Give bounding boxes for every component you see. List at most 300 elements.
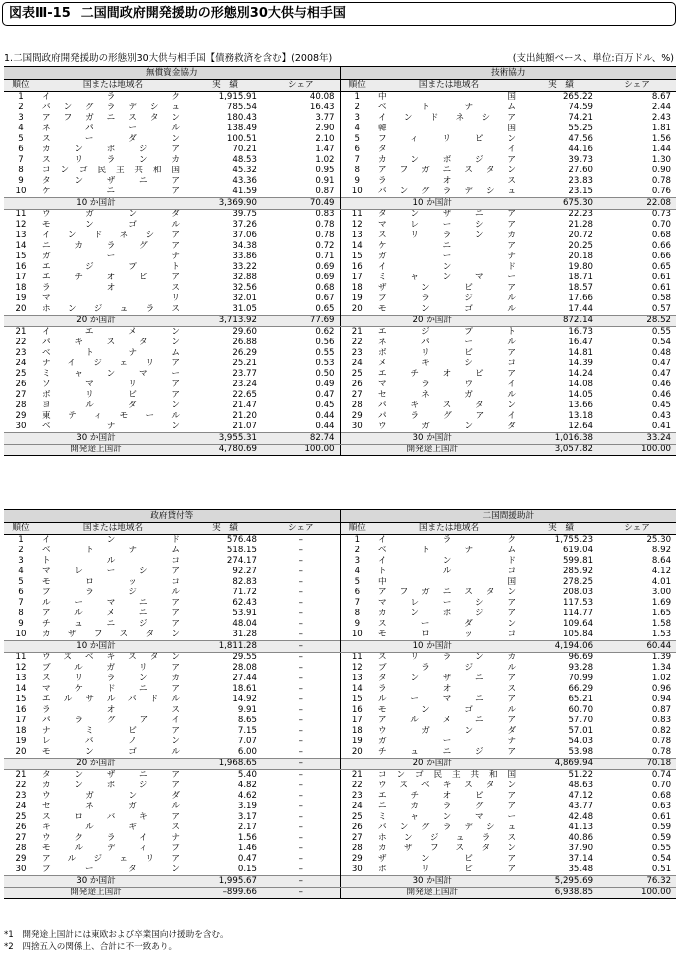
share-cell: 0.65 — [651, 262, 672, 272]
actual-cell: 66.29 — [568, 684, 594, 694]
col-share: シェア — [262, 80, 340, 92]
actual-cell: 105.84 — [562, 629, 594, 640]
table-row — [4, 369, 676, 380]
country-cell: ウガンダ — [378, 726, 517, 736]
actual-cell: 32.01 — [232, 293, 257, 304]
share-cell: – — [298, 684, 303, 694]
actual-cell: 17.66 — [568, 293, 594, 304]
actual-cell: 96.69 — [568, 652, 594, 663]
actual-cell: 42.48 — [568, 812, 594, 822]
country-cell: ボリビア — [378, 348, 517, 358]
share-cell: 0.55 — [651, 843, 672, 854]
share-cell: 0.69 — [315, 262, 335, 272]
subtotal-share: 100.00 — [598, 444, 676, 456]
rank-cell: 29 — [340, 854, 374, 865]
country-cell: ネパール — [42, 123, 180, 134]
share-cell: 0.44 — [315, 411, 335, 421]
actual-cell: 51.22 — [568, 769, 594, 780]
actual-cell: 25.21 — [232, 358, 257, 369]
rank-cell: 1 — [340, 535, 374, 546]
actual-cell: 13.18 — [568, 411, 594, 421]
actual-cell: 82.83 — [232, 577, 257, 587]
share-cell: 0.68 — [315, 283, 335, 293]
rank-cell: 23 — [15, 348, 27, 358]
subtotal-share: 28.52 — [598, 315, 676, 327]
rank-cell: 6 — [18, 587, 24, 598]
share-cell: – — [298, 694, 303, 705]
country-cell: マレーシア — [378, 220, 517, 230]
col-actual: 実 績 — [188, 523, 262, 535]
share-cell: 0.78 — [315, 230, 335, 241]
subtotal-label: 30 か国計 — [340, 876, 524, 888]
col-rank: 順位 — [340, 80, 374, 92]
actual-cell: 23.77 — [232, 369, 257, 379]
country-cell: ウガンダ — [42, 791, 180, 801]
country-cell: インド — [378, 262, 517, 272]
country-cell: 中国 — [378, 91, 517, 102]
share-cell: – — [298, 812, 303, 822]
country-cell: スロバキア — [42, 812, 180, 822]
subtotal-actual: –899.66 — [188, 887, 262, 899]
col-actual: 実 績 — [524, 523, 598, 535]
rank-cell: 28 — [340, 401, 374, 412]
country-cell: モンゴル — [42, 220, 180, 230]
actual-cell: 6.00 — [237, 747, 257, 757]
rank-cell: 19 — [340, 294, 374, 305]
actual-cell: 14.81 — [568, 348, 594, 358]
share-cell: 4.01 — [651, 577, 672, 587]
country-cell: ガーナ — [42, 251, 180, 262]
country-cell: ミャンマー — [378, 812, 517, 822]
rank-cell: 11 — [15, 209, 27, 220]
subtotal-actual: 6,938.85 — [524, 887, 598, 899]
country-cell: カンボジア — [378, 608, 517, 619]
country-cell: ブラジル — [378, 663, 517, 673]
country-cell: インドネシア — [378, 113, 517, 123]
share-cell: 0.47 — [315, 390, 335, 400]
share-cell: – — [298, 577, 303, 587]
country-cell: ウクライナ — [42, 833, 180, 843]
subtotal-actual: 1,016.38 — [524, 433, 598, 445]
actual-cell: 32.88 — [232, 272, 257, 283]
table-row — [4, 241, 676, 252]
subtotal-label: 30 か国計 — [340, 433, 524, 445]
subtotal-label: 20 か国計 — [4, 758, 188, 770]
share-cell: 0.68 — [651, 230, 672, 241]
table-row — [4, 823, 676, 834]
actual-cell: 47.56 — [568, 134, 594, 144]
share-cell: 0.43 — [651, 411, 672, 421]
country-cell: コンゴ民主共和国 — [378, 769, 517, 780]
country-cell: ベトナム — [42, 545, 180, 556]
actual-cell: 74.59 — [568, 102, 594, 113]
rank-cell: 4 — [18, 123, 24, 134]
rank-cell: 15 — [15, 694, 27, 705]
country-cell: ベトナム — [378, 102, 517, 113]
rank-cell: 11 — [15, 652, 27, 663]
rank-cell: 22 — [340, 338, 374, 349]
country-cell: ラオス — [378, 176, 517, 186]
actual-cell: 3.19 — [237, 801, 257, 812]
share-cell: 0.61 — [651, 283, 672, 293]
rank-cell: 29 — [15, 411, 27, 421]
actual-cell: 62.43 — [232, 598, 257, 608]
rank-cell: 15 — [15, 251, 27, 262]
table-row — [4, 145, 676, 156]
country-cell: ナミビア — [42, 726, 180, 736]
country-cell: チュニジア — [42, 619, 180, 629]
col-rank: 順位 — [4, 523, 38, 535]
actual-cell: 12.64 — [568, 421, 594, 432]
country-cell: ホンジュラス — [378, 833, 517, 843]
country-cell: タンザニア — [378, 209, 517, 220]
share-cell: – — [298, 663, 303, 673]
subtotal-actual: 675.30 — [524, 198, 598, 210]
share-cell: 0.91 — [315, 176, 335, 186]
table-row — [4, 695, 676, 706]
actual-cell: 7.07 — [237, 736, 257, 747]
actual-cell: 35.48 — [568, 864, 594, 875]
country-cell: モンゴル — [378, 705, 517, 715]
country-cell: ネパール — [378, 337, 517, 348]
share-cell: 0.45 — [651, 400, 672, 411]
rank-cell: 13 — [340, 231, 374, 242]
share-cell: 0.70 — [651, 220, 672, 230]
rank-cell: 16 — [340, 705, 374, 716]
country-cell: ラオス — [42, 705, 180, 715]
country-cell: カンボジア — [42, 780, 180, 791]
share-cell: 16.43 — [309, 102, 335, 113]
rank-cell: 21 — [15, 326, 27, 337]
country-cell: マレーシア — [378, 598, 517, 608]
share-cell: – — [298, 545, 303, 556]
share-cell: 0.50 — [315, 369, 335, 379]
share-cell: 1.02 — [315, 155, 335, 165]
rank-cell: 20 — [340, 304, 374, 315]
col-share: シェア — [262, 523, 340, 535]
rank-cell: 22 — [15, 780, 27, 791]
actual-cell: 40.86 — [568, 833, 594, 843]
rank-cell: 6 — [18, 144, 24, 155]
actual-cell: 28.08 — [232, 663, 257, 673]
actual-cell: 23.15 — [568, 186, 594, 197]
section-title-tech: 技術協力 — [340, 67, 676, 80]
rank-cell: 3 — [340, 556, 374, 567]
table-row — [4, 546, 676, 557]
actual-cell: 70.99 — [568, 673, 594, 684]
rank-cell: 25 — [340, 369, 374, 380]
table-row — [4, 359, 676, 370]
share-cell: – — [298, 534, 303, 545]
subtotal-label: 開発途上国計 — [4, 887, 188, 899]
share-cell: 0.56 — [315, 337, 335, 348]
share-cell: – — [298, 566, 303, 577]
rank-cell: 13 — [15, 230, 27, 241]
rank-cell: 12 — [340, 663, 374, 674]
subtotal-share: – — [262, 641, 340, 653]
table-row — [4, 166, 676, 177]
figure-header — [2, 2, 676, 26]
country-cell: モロッコ — [42, 577, 180, 587]
actual-cell: 1.46 — [237, 843, 257, 854]
country-cell: スリランカ — [378, 230, 517, 241]
country-cell: エジプト — [42, 262, 180, 272]
share-cell: 0.61 — [651, 272, 672, 283]
country-cell: バングラデシュ — [378, 186, 517, 197]
share-cell: – — [298, 598, 303, 608]
share-cell: 8.64 — [651, 556, 672, 566]
rank-cell: 18 — [15, 726, 27, 736]
section-title-loans: 政府貸付等 — [4, 510, 340, 523]
country-cell: ザンビア — [378, 283, 517, 293]
rank-cell: 27 — [340, 833, 374, 844]
rank-cell: 29 — [15, 854, 27, 864]
actual-cell: 23.83 — [568, 176, 594, 186]
rank-cell: 4 — [340, 567, 374, 578]
rank-cell: 15 — [340, 252, 374, 263]
rank-cell: 24 — [340, 802, 374, 813]
country-cell: ガーナ — [378, 736, 517, 747]
share-cell: 0.55 — [651, 326, 672, 337]
actual-cell: 285.92 — [562, 566, 594, 577]
share-cell: 0.72 — [315, 241, 335, 251]
country-cell: ラオス — [42, 283, 180, 293]
share-cell: – — [298, 629, 303, 640]
subtotal-label: 10 か国計 — [4, 198, 188, 210]
share-cell: 0.83 — [651, 715, 672, 726]
country-cell: イラク — [42, 91, 180, 102]
rank-cell: 17 — [15, 272, 27, 283]
country-cell: ラオス — [378, 684, 517, 694]
share-cell: 0.87 — [651, 705, 672, 715]
country-cell: タンザニア — [42, 769, 180, 780]
country-cell: マリ — [42, 293, 180, 304]
share-cell: 0.41 — [651, 421, 672, 432]
country-cell: ウズベキスタン — [42, 652, 180, 663]
share-cell: 0.62 — [315, 326, 335, 337]
country-cell: アフガニスタン — [378, 587, 517, 598]
subtotal-share: 60.44 — [598, 641, 676, 653]
share-cell: 0.54 — [651, 854, 672, 864]
share-cell: 0.59 — [651, 822, 672, 833]
table-row — [4, 588, 676, 599]
actual-cell: 26.29 — [232, 348, 257, 358]
country-cell: フィリピン — [378, 134, 517, 144]
actual-cell: 274.17 — [226, 556, 257, 566]
actual-cell: 57.01 — [568, 726, 594, 736]
actual-cell: 265.22 — [562, 91, 594, 102]
actual-cell: 55.25 — [568, 123, 594, 134]
table-row — [4, 865, 676, 876]
actual-cell: 33.86 — [232, 251, 257, 262]
share-cell: 1.44 — [651, 144, 672, 155]
country-cell: ホンジュラス — [42, 304, 180, 314]
rank-cell: 14 — [15, 684, 27, 694]
table-row — [4, 262, 676, 273]
actual-cell: 19.80 — [568, 262, 594, 272]
share-cell: – — [298, 587, 303, 598]
country-cell: タンザニア — [378, 673, 517, 684]
subtotal-share: 82.74 — [262, 433, 340, 445]
actual-cell: 1.56 — [237, 833, 257, 843]
country-cell: ミャンマー — [378, 272, 517, 283]
country-cell: モンゴル — [378, 304, 517, 314]
country-cell: ブラジル — [42, 587, 180, 598]
subtotal-share: – — [262, 887, 340, 899]
rank-cell: 12 — [15, 663, 27, 673]
share-cell: 0.83 — [315, 209, 335, 220]
country-cell: スーダン — [378, 619, 517, 629]
country-cell: エチオピア — [42, 272, 180, 283]
subtotal-label: 30 か国計 — [4, 433, 188, 445]
actual-cell: 100.51 — [226, 134, 257, 144]
subtotal-row — [4, 433, 676, 445]
subtotal-share: 100.00 — [598, 887, 676, 899]
share-cell: 0.78 — [315, 220, 335, 230]
rank-cell: 9 — [18, 619, 24, 629]
country-cell: ケニア — [378, 241, 517, 251]
table-row — [4, 283, 676, 294]
actual-cell: 7.15 — [237, 726, 257, 736]
actual-cell: 3.17 — [237, 812, 257, 822]
table-row — [4, 401, 676, 412]
share-cell: 0.46 — [651, 379, 672, 390]
rank-cell: 6 — [340, 145, 374, 156]
share-cell: 0.54 — [651, 337, 672, 348]
subtotal-label: 10 か国計 — [340, 198, 524, 210]
country-cell: ブータン — [42, 864, 180, 875]
share-cell: – — [298, 715, 303, 726]
col-rank: 順位 — [4, 80, 38, 92]
share-cell: – — [298, 608, 303, 619]
country-cell: モルディブ — [42, 843, 180, 854]
rank-cell: 7 — [18, 155, 24, 165]
subtotal-share: 22.08 — [598, 198, 676, 210]
actual-cell: 65.21 — [568, 694, 594, 705]
subtotal-actual: 1,995.67 — [188, 876, 262, 888]
country-cell: エジプト — [378, 326, 517, 337]
share-cell: – — [298, 843, 303, 854]
subtotal-actual: 4,869.94 — [524, 758, 598, 770]
share-cell: 0.46 — [651, 390, 672, 400]
table-row — [4, 854, 676, 865]
actual-cell: 54.03 — [568, 736, 594, 747]
actual-cell: 22.23 — [568, 209, 594, 220]
table-row — [4, 812, 676, 823]
country-cell: タンザニア — [42, 176, 180, 186]
table-row — [4, 556, 676, 567]
subtotal-actual: 4,780.69 — [188, 444, 262, 456]
country-cell: ニカラグア — [42, 241, 180, 251]
unit-note: (支出純額ベース、単位:百万ドル、%) — [512, 53, 674, 64]
country-cell: ウズベキスタン — [378, 780, 517, 791]
share-cell: 3.77 — [315, 113, 335, 123]
share-cell: 2.44 — [651, 102, 672, 113]
rank-cell: 25 — [15, 369, 27, 379]
subtotal-row — [4, 198, 676, 210]
share-cell: 0.49 — [315, 379, 335, 390]
rank-cell: 30 — [340, 865, 374, 876]
table-row — [4, 294, 676, 305]
rank-cell: 25 — [340, 812, 374, 823]
actual-cell: 0.47 — [237, 854, 257, 864]
table-row — [4, 220, 676, 231]
country-cell: インド — [42, 534, 180, 545]
subtitle-text: 1.二国間政府開発援助の形態別30大供与相手国【債務救済を含む】(2008年) — [4, 53, 333, 64]
rank-cell: 2 — [340, 546, 374, 557]
subtotal-share: 70.49 — [262, 198, 340, 210]
country-cell: パキスタン — [378, 400, 517, 411]
share-cell: 1.30 — [651, 155, 672, 165]
country-cell: ヨルダン — [42, 400, 180, 411]
share-cell: 0.66 — [651, 241, 672, 251]
rank-cell: 14 — [340, 241, 374, 252]
table-row — [4, 380, 676, 391]
country-cell: ケニア — [42, 186, 180, 197]
actual-cell: 70.21 — [232, 144, 257, 155]
share-cell: 0.69 — [315, 272, 335, 283]
actual-cell: 518.15 — [226, 545, 257, 556]
rank-cell: 4 — [340, 124, 374, 135]
actual-cell: 74.21 — [568, 113, 594, 123]
actual-cell: 22.65 — [232, 390, 257, 400]
share-cell: 0.45 — [315, 400, 335, 411]
share-cell: – — [298, 854, 303, 864]
rank-cell: 16 — [15, 262, 27, 272]
table-row — [4, 802, 676, 813]
rank-cell: 5 — [18, 577, 24, 587]
subtotal-row — [4, 315, 676, 327]
rank-cell: 15 — [340, 695, 374, 706]
subtotal-row — [4, 758, 676, 770]
share-cell: 1.69 — [651, 598, 672, 608]
country-cell: ウガンダ — [378, 421, 517, 432]
rank-cell: 20 — [15, 747, 27, 757]
share-cell: – — [298, 833, 303, 843]
actual-cell: 18.61 — [232, 684, 257, 694]
rank-cell: 10 — [340, 187, 374, 198]
country-cell: ナイジェリア — [42, 358, 180, 369]
country-cell: バングラデシュ — [378, 822, 517, 833]
share-cell: 0.78 — [651, 736, 672, 747]
subtotal-label: 開発途上国計 — [4, 444, 188, 456]
actual-cell: 31.05 — [232, 304, 257, 314]
table-row — [4, 187, 676, 198]
subtotal-actual: 1,811.28 — [188, 641, 262, 653]
country-cell: アルメニア — [378, 715, 517, 726]
country-cell: ザンビア — [378, 854, 517, 864]
share-cell: 0.76 — [651, 186, 672, 197]
country-cell: アルメニア — [42, 608, 180, 619]
subtotal-label: 10 か国計 — [340, 641, 524, 653]
subtotal-actual: 1,968.65 — [188, 758, 262, 770]
col-share: シェア — [598, 80, 676, 92]
country-cell: インドネシア — [42, 230, 180, 241]
share-cell: 0.53 — [315, 358, 335, 369]
rank-cell: 14 — [15, 241, 27, 251]
subtotal-share: 76.32 — [598, 876, 676, 888]
subtotal-actual: 4,194.06 — [524, 641, 598, 653]
actual-cell: 32.56 — [232, 283, 257, 293]
rank-cell: 21 — [15, 769, 27, 780]
share-cell: 0.73 — [651, 209, 672, 220]
rank-cell: 17 — [340, 273, 374, 284]
actual-cell: 39.75 — [232, 209, 257, 220]
subtotal-row — [4, 887, 676, 899]
country-cell: アフガニスタン — [42, 113, 180, 123]
country-cell: マラウイ — [378, 379, 517, 390]
rank-cell: 11 — [340, 652, 374, 663]
